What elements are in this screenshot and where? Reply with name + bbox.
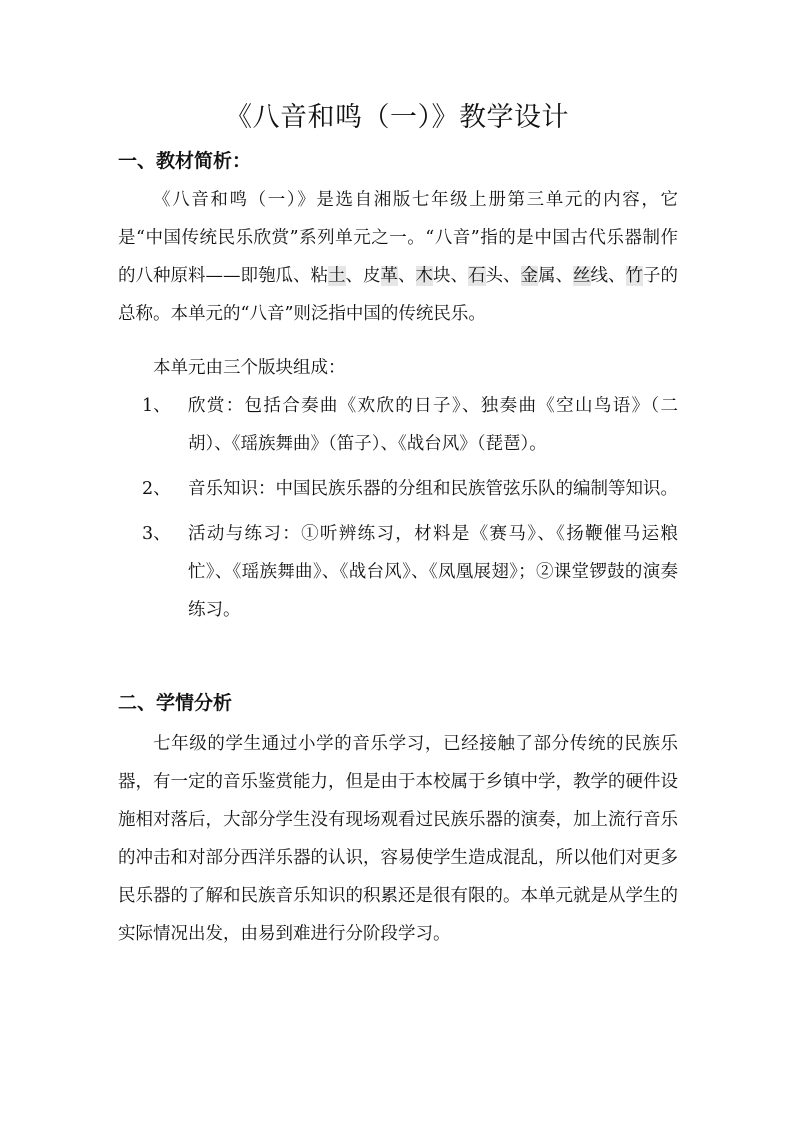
section-heading-materials: 一、教材简析： (118, 150, 252, 172)
list-item (118, 515, 678, 629)
list-item-number: 2、 (142, 479, 171, 499)
list-item-text: 欣赏：包括合奏曲《欢欣的日子》、独奏曲《空山鸟语》（二胡）、《瑶族舞曲》（笛子）、《战台风》（琵琶）。 (188, 396, 678, 454)
list-item-text: 音乐知识：中国民族乐器的分组和民族管弦乐队的编制等知识。 (188, 479, 678, 499)
highlighted-char: 木 (415, 266, 433, 286)
highlighted-char: 石 (468, 266, 486, 286)
list-item (118, 387, 678, 463)
text-run: 、皮 (345, 266, 381, 286)
text-run: 块、 (433, 266, 468, 286)
text-run: 子的总称。本单元的“八音”则泛指中国的传统民乐。 (118, 266, 678, 324)
highlighted-char: 丝 (573, 266, 591, 286)
text-run: 线、 (590, 266, 626, 286)
highlighted-char: 金 (520, 266, 538, 286)
paragraph-unit-structure: 本单元由三个版块组成： (153, 358, 346, 378)
highlighted-char: 革 (380, 266, 398, 286)
text-run: 《八音和鸣（一）》是选自湘版七年级上册第三单元的内容，它是“中国传统民乐欣赏”系列单元之一。“八音”指的是中国古代乐器制作的八种原料——即匏瓜、粘 (118, 190, 678, 286)
paragraph-student-analysis: 七年级的学生通过小学的音乐学习，已经接触了部分传统的民族乐器，有一定的音乐鉴赏能力，但是由于本校属于乡镇中学，教学的硬件设施相对落后，大部分学生没有现场观看过民族乐器的演奏，加上流行音乐的冲击和对部分西洋乐器的认识，容易使学生造成混乱，所以他们对更多民乐器的了解和民族音乐知识的积累还是很有限的。本单元就是从学生的实际情况出发，由易到难进行分阶段学习。 (118, 734, 678, 944)
text-run: 、 (398, 266, 416, 286)
text-run: 属、 (538, 266, 573, 286)
list-item (118, 470, 678, 508)
highlighted-char: 竹 (625, 266, 643, 286)
list-item-number: 3、 (142, 524, 171, 544)
section-heading-student-analysis: 二、学情分析 (118, 692, 233, 714)
document-title: 《八音和鸣（一）》教学设计 (225, 102, 569, 133)
highlighted-char: 土 (328, 266, 346, 286)
list-item-text: 活动与练习：①听辨练习，材料是《赛马》、《扬鞭催马运粮忙》、《瑶族舞曲》、《战台风》、《凤凰展翅》；②课堂锣鼓的演奏练习。 (188, 524, 678, 620)
text-run: 头、 (485, 266, 521, 286)
paragraph-materials-intro (118, 181, 678, 333)
unit-sections-list (118, 387, 678, 629)
list-item-number: 1、 (142, 396, 171, 416)
